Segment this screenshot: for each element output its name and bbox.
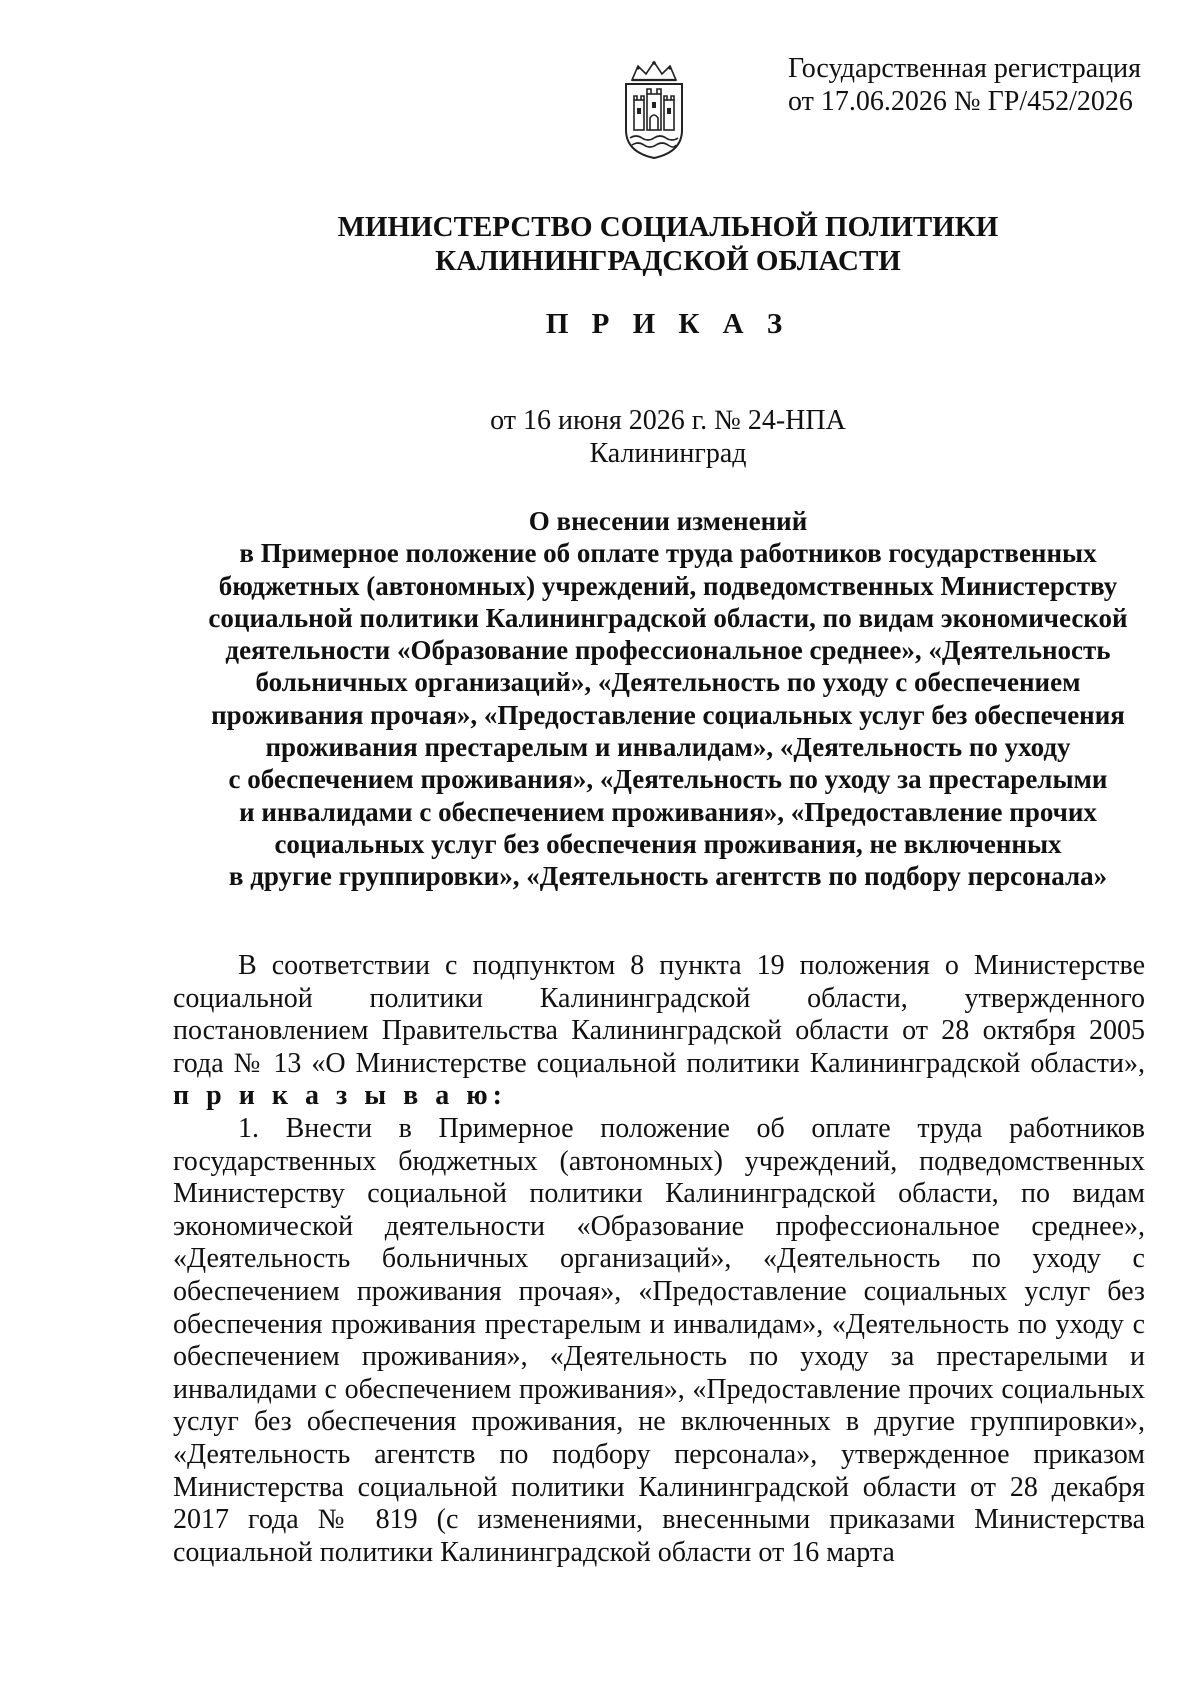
state-registration-stamp: [788, 52, 1168, 118]
title-line: в другие группировки», «Деятельность агентств по подбору персонала»: [228, 861, 1108, 892]
order-keyword: п р и к а з ы в а ю:: [173, 1080, 507, 1112]
preamble-text: В соответствии с подпунктом 8 пункта 19 положения о Министерстве социальной политики Калининградской области, утвержденного постановлением Правительства Калининградской области от 28 октября 2005 года № 13 «О Министерстве социальной политики Калининградской области»,: [173, 950, 1145, 1079]
title-line: в Примерное положение об оплате труда работников государственных: [239, 538, 1097, 569]
ministry-name-line-2: КАЛИНИНГРАДСКОЙ ОБЛАСТИ: [435, 245, 901, 277]
registration-line-1: Государственная регистрация: [788, 53, 1141, 84]
title-line: деятельности «Образование профессиональное среднее», «Деятельность: [225, 635, 1111, 666]
order-body: [173, 950, 1145, 1569]
document-type-heading: П Р И К А З: [545, 308, 791, 340]
title-line: О внесении изменений: [528, 506, 808, 536]
order-date-and-number: от 16 июня 2026 г. № 24-НПА: [490, 405, 846, 436]
title-line: социальной политики Калининградской области, по видам экономической: [208, 602, 1128, 633]
title-line: больничных организаций», «Деятельность по уходу с обеспечением: [255, 667, 1081, 698]
title-line: с обеспечением проживания», «Деятельность по уходу за престарелыми: [228, 764, 1108, 795]
title-line: и инвалидами с обеспечением проживания», «Предоставление прочих: [239, 796, 1097, 827]
coat-of-arms-emblem: [618, 58, 690, 162]
title-line: проживания прочая», «Предоставление социальных услуг без обеспечения: [211, 699, 1125, 730]
clause-1-paragraph: 1. Внести в Примерное положение об оплате труда работников государственных бюджетных (автономных) учреждений, подведомственных Министерству социальной политики Калининградской области, по видам экономической деятельности «Образование профессиональное среднее», «Деятельность больничных организаций», «Деятельность по уходу с обеспечением проживания прочая», «Предоставление социальных услуг без обеспечения проживания престарелым и инвалидам», «Деятельность по уходу с обеспечением проживания», «Деятельность по уходу за престарелыми и инвалидами с обеспечением проживания», «Предоставление прочих социальных услуг без обеспечения проживания, не включенных в другие группировки», «Деятельность агентств по подбору персонала», утвержденное приказом Министерства социальной политики Калининградской области от 28 декабря 2017 года № 819 (с изменениями, внесенными приказами Министерства социальной политики Калининградской области от 16 марта: [173, 1112, 1145, 1568]
title-line: бюджетных (автономных) учреждений, подведомственных Министерству: [218, 570, 1118, 601]
title-line: проживания престарелым и инвалидам», «Деятельность по уходу: [265, 732, 1071, 763]
title-line: социальных услуг без обеспечения проживания, не включенных: [274, 828, 1062, 859]
ministry-name-line-1: МИНИСТЕРСТВО СОЦИАЛЬНОЙ ПОЛИТИКИ: [337, 211, 999, 243]
registration-line-2: от 17.06.2026 № ГР/452/2026: [788, 86, 1133, 117]
order-title: [150, 505, 1186, 893]
place-of-issue: Калининград: [589, 438, 747, 469]
preamble-paragraph: [173, 950, 1145, 1113]
issuing-authority: [120, 210, 1200, 278]
